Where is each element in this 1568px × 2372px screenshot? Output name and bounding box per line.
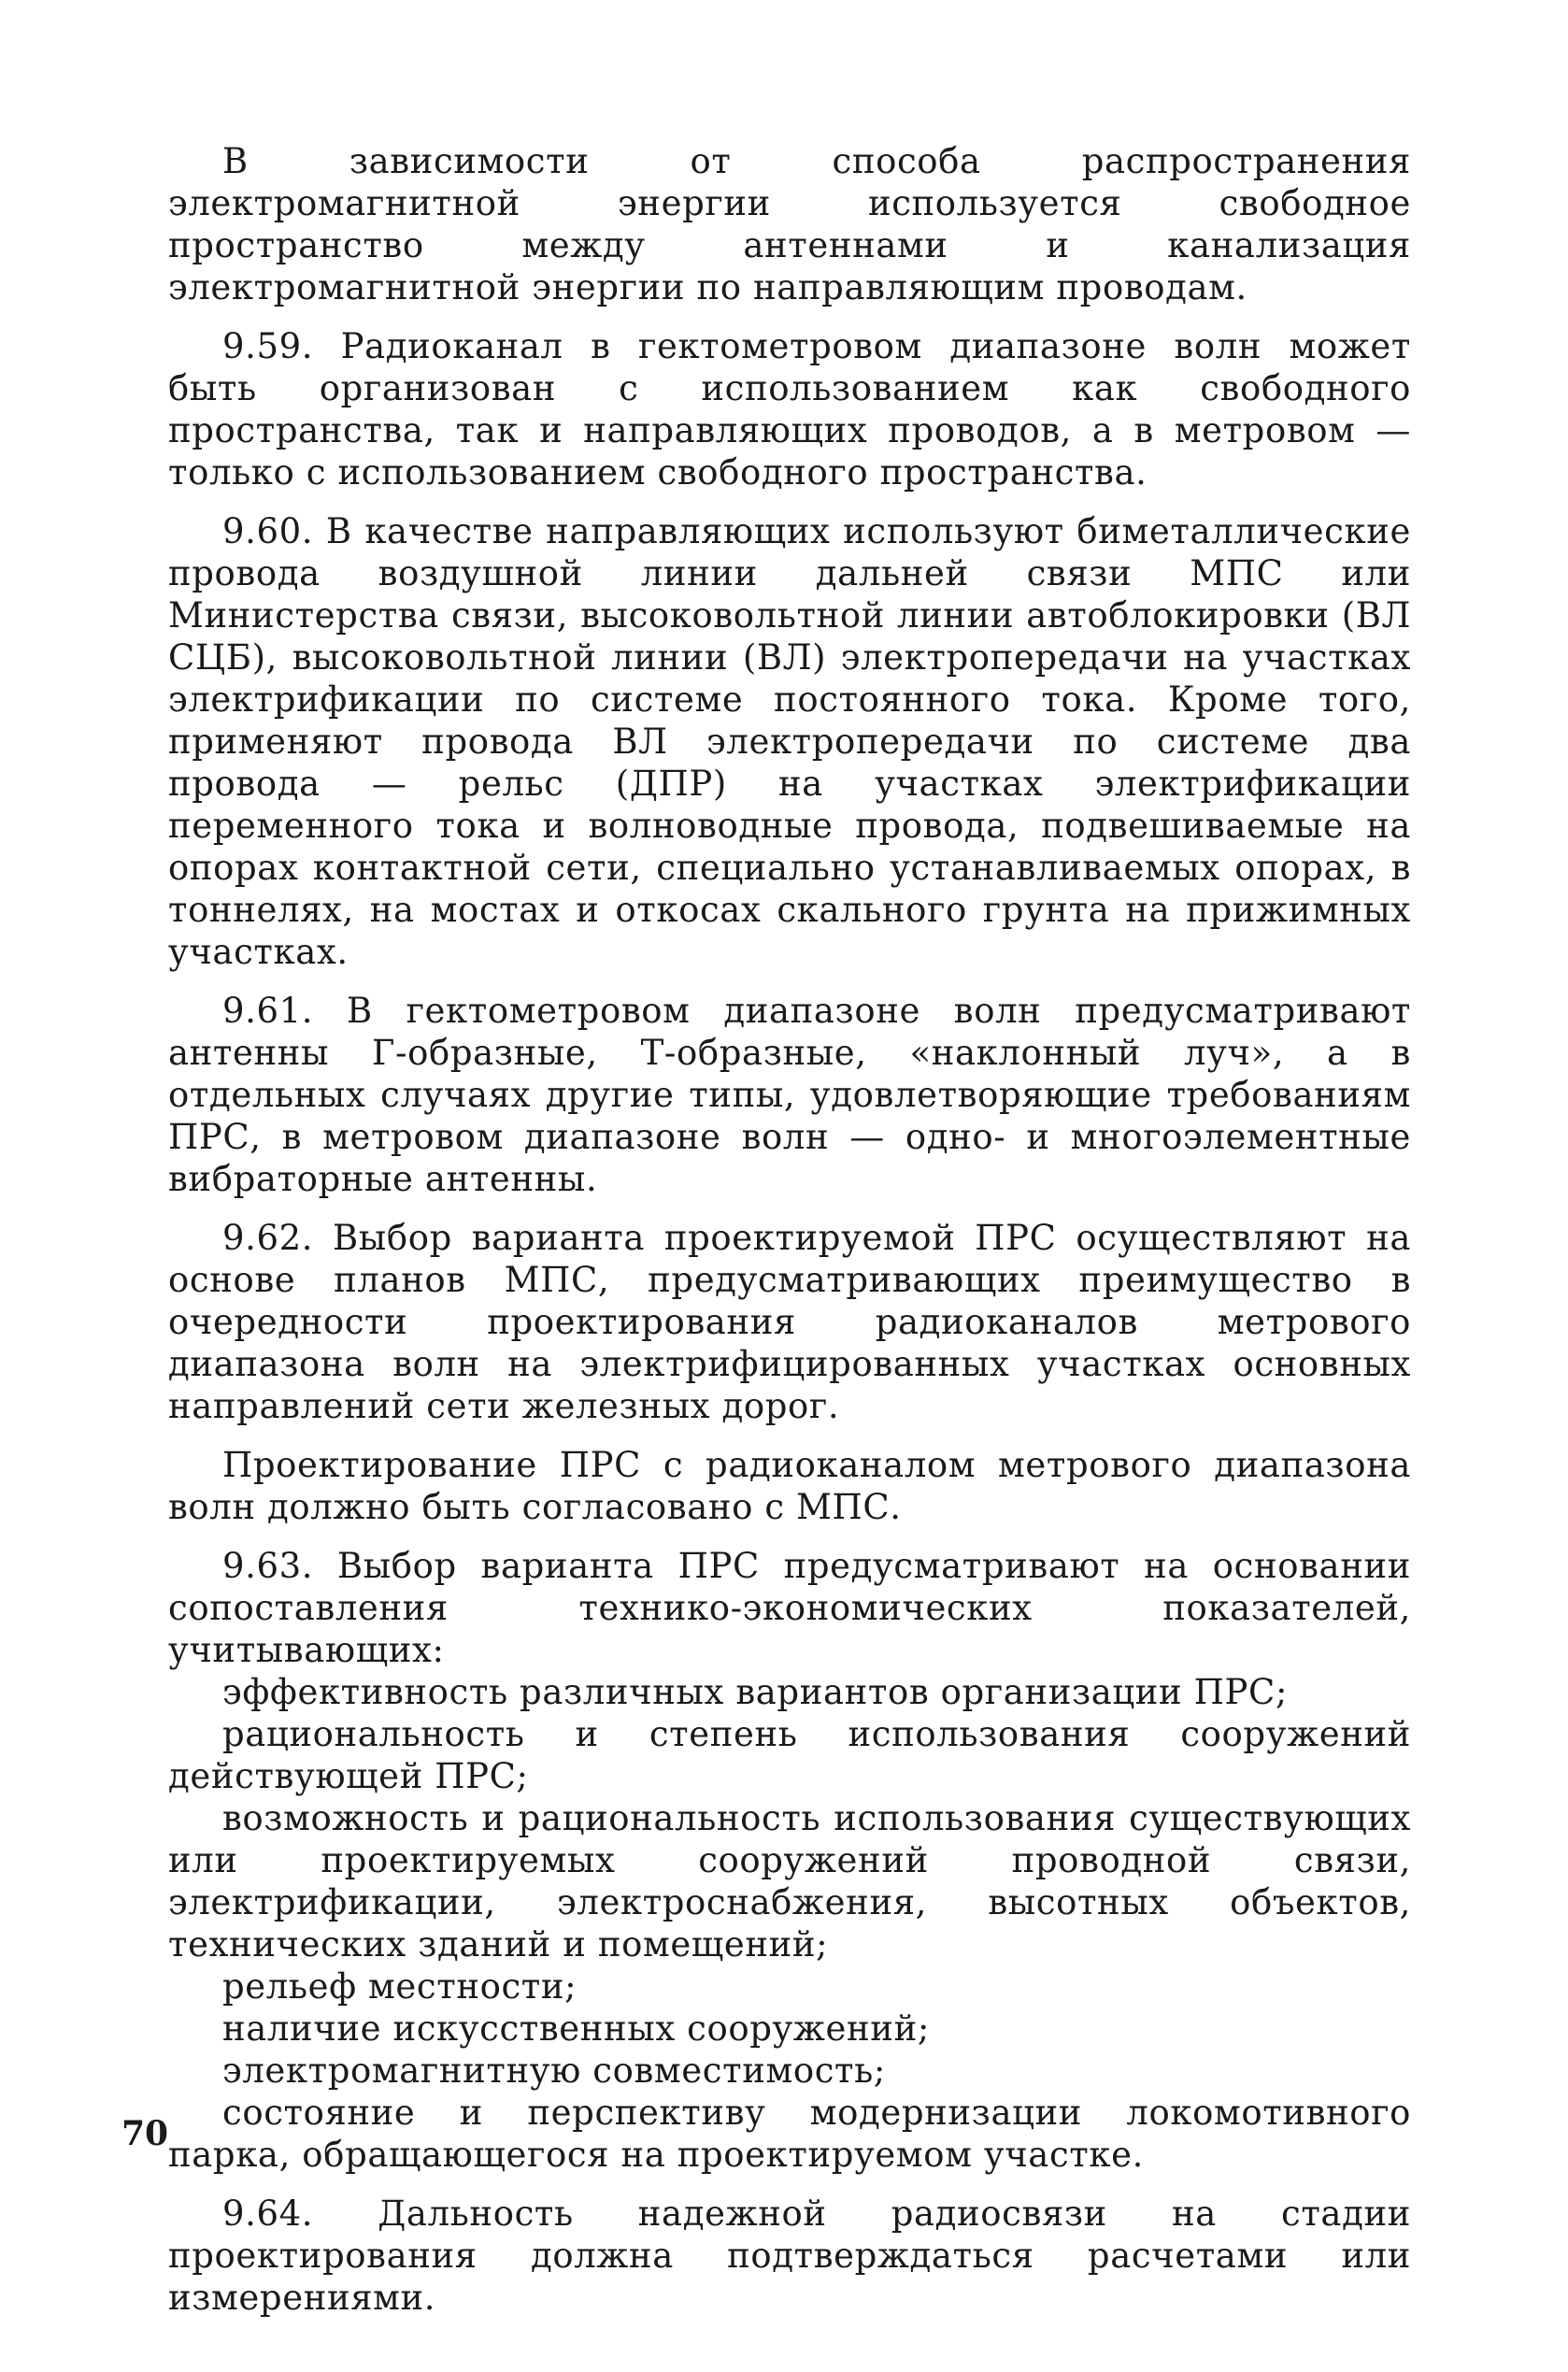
list-item-possibility: возможность и рациональность использования существующих или проектируемых сооружений проводной связи, электрификации, электроснабжения, высотных объектов, технических зданий и помещений; bbox=[168, 1798, 1411, 1965]
paragraph-9-62: 9.62. Выбор варианта проектируемой ПРС осуществляют на основе планов МПС, предусматривающих преимущество в очередности проектирования радиоканалов метрового диапазона волн на электрифицированных участках основных направлений сети железных дорог. bbox=[168, 1218, 1411, 1426]
paragraph-9-63: 9.63. Выбор варианта ПРС предусматривают на основании сопоставления технико-экономических показателей, учитывающих: bbox=[168, 1546, 1411, 1670]
list-item-rationality: рациональность и степень использования сооружений действующей ПРС; bbox=[168, 1714, 1411, 1796]
list-item-relief: рельеф местности; bbox=[222, 1966, 577, 2007]
body-text bbox=[168, 140, 1411, 2319]
paragraph-intro: В зависимости от способа распространения электромагнитной энергии используется свободное пространство между антеннами и канализация электромагнитной энергии по направляющим проводам. bbox=[168, 141, 1411, 307]
list-item-efficiency: эффективность различных вариантов организации ПРС; bbox=[222, 1672, 1289, 1712]
paragraph-9-59: 9.59. Радиоканал в гектометровом диапазоне волн может быть организован с использованием как свободного пространства, так и направляющих проводов, а в метровом — только с использованием свободного пространства. bbox=[168, 326, 1411, 493]
page-number: 70 bbox=[121, 2114, 169, 2153]
paragraph-approval: Проектирование ПРС с радиоканалом метрового диапазона волн должно быть согласовано с МПС. bbox=[168, 1445, 1411, 1527]
paragraph-9-60: 9.60. В качестве направляющих используют биметаллические провода воздушной линии дальней связи МПС или Министерства связи, высоковольтной линии автоблокировки (ВЛ СЦБ), высоковольтной линии (ВЛ) электропередачи на участках электрификации по системе постоянного тока. Кроме того, применяют провода ВЛ электропередачи по системе два провода — рельс (ДПР) на участках электрификации переменного тока и волноводные провода, подвешиваемые на опорах контактной сети, специально устанавливаемых опорах, в тоннелях, на мостах и откосах скального грунта на прижимных участках. bbox=[168, 511, 1411, 972]
list-item-structures: наличие искусственных сооружений; bbox=[222, 2008, 930, 2049]
list-item-locomotive-fleet: состояние и перспективу модернизации локомотивного парка, обращающегося на проектируемом участке. bbox=[168, 2093, 1411, 2175]
paragraph-9-61: 9.61. В гектометровом диапазоне волн предусматривают антенны Г-образные, Т-образные, «наклонный луч», а в отдельных случаях другие типы, удовлетворяющие требованиям ПРС, в метровом диапазоне волн — одно- и многоэлементные вибраторные антенны. bbox=[168, 991, 1411, 1199]
paragraph-9-64: 9.64. Дальность надежной радиосвязи на стадии проектирования должна подтверждаться расчетами или измерениями. bbox=[168, 2193, 1411, 2318]
list-item-compatibility: электромагнитную совместимость; bbox=[222, 2050, 886, 2091]
